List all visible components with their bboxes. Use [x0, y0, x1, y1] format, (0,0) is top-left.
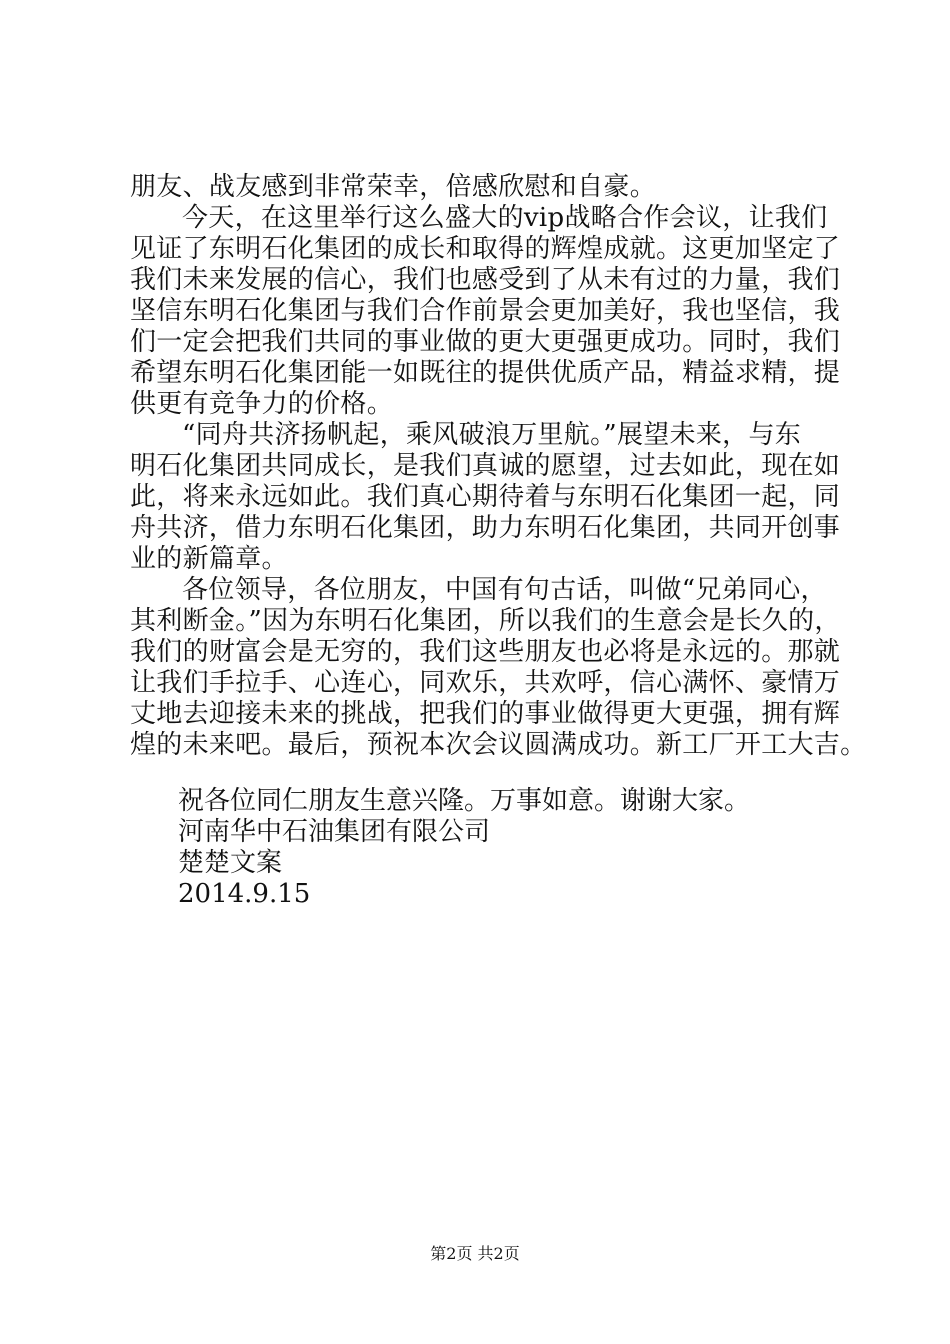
organization-name: 河南华中石油集团有限公司 [178, 817, 491, 847]
text-line: 让我们手拉手、心连心，同欢乐，共欢呼，信心满怀、豪情万 [130, 668, 841, 698]
text-line: 希望东明石化集团能一如既往的提供优质产品，精益求精，提 [130, 358, 841, 388]
text-line: 今天，在这里举行这么盛大的vip战略合作会议，让我们 [182, 203, 828, 233]
text-line: 各位领导，各位朋友，中国有句古话，叫做“兄弟同心， [182, 575, 827, 605]
text-line: 见证了东明石化集团的成长和取得的辉煌成就。这更加坚定了 [130, 234, 841, 264]
closing-block [178, 786, 750, 910]
text-line: 此，将来永远如此。我们真心期待着与东明石化集团一起，同 [130, 482, 841, 512]
text-line: 坚信东明石化集团与我们合作前景会更加美好，我也坚信，我 [130, 296, 841, 326]
closing-wish: 祝各位同仁朋友生意兴隆。万事如意。谢谢大家。 [178, 786, 751, 816]
text-line: 舟共济，借力东明石化集团，助力东明石化集团，共同开创事 [130, 513, 841, 543]
text-line: 业的新篇章。 [130, 544, 288, 574]
text-line: 其利断金。”因为东明石化集团，所以我们的生意会是长久的， [130, 606, 841, 636]
text-line: 我们的财富会是无穷的，我们这些朋友也必将是永远的。那就 [130, 637, 841, 667]
text-line: 煌的未来吧。最后，预祝本次会议圆满成功。新工厂开工大吉。 [130, 730, 867, 760]
text-line: 明石化集团共同成长，是我们真诚的愿望，过去如此，现在如 [130, 451, 841, 481]
body-text [130, 172, 867, 761]
document-date: 2014.9.15 [178, 879, 311, 909]
text-line: 朋友、战友感到非常荣幸，倍感欣慰和自豪。 [130, 172, 657, 202]
page-number: 第2页 共2页 [430, 1244, 520, 1263]
text-line: 我们未来发展的信心，我们也感受到了从未有过的力量，我们 [130, 265, 841, 295]
author-name: 楚楚文案 [178, 848, 283, 878]
text-line: 丈地去迎接未来的挑战，把我们的事业做得更大更强，拥有辉 [130, 699, 841, 729]
page-footer [0, 1244, 950, 1264]
text-line: 供更有竞争力的价格。 [130, 389, 394, 419]
text-line: 们一定会把我们共同的事业做的更大更强更成功。同时，我们 [130, 327, 841, 357]
text-line: “同舟共济扬帆起，乘风破浪万里航。”展望未来，与东 [182, 420, 802, 450]
